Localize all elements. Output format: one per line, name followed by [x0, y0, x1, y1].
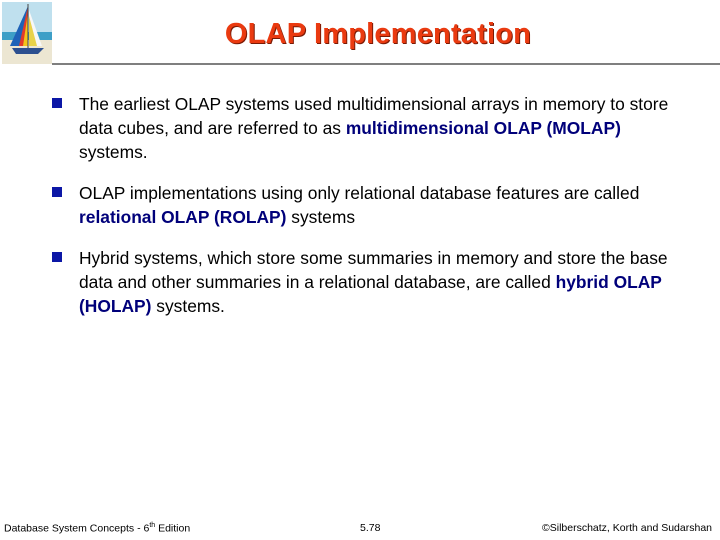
square-bullet-icon: [52, 252, 62, 262]
bullet-text-end: systems: [286, 207, 356, 227]
bullet-text: Hybrid systems, which store some summaries in memory and store the base data and other summaries in a relational database, are called: [79, 248, 668, 292]
footer-copyright: ©Silberschatz, Korth and Sudarshan: [542, 522, 712, 534]
bullet-text: OLAP implementations using only relational database features are called: [79, 183, 640, 203]
footer-book-title: [4, 522, 190, 535]
square-bullet-icon: [52, 187, 62, 197]
term-rolap: relational OLAP (ROLAP): [79, 207, 287, 227]
footer-page-number: 5.78: [360, 522, 381, 534]
footer-edition-superscript: th: [149, 522, 156, 529]
bullet-item-molap: [52, 92, 692, 164]
bullet-item-rolap: [52, 181, 692, 229]
bullet-text: The earliest OLAP systems used multidimensional arrays in memory to store data cubes, and are referred to as: [79, 94, 669, 138]
bullet-text-end: systems.: [151, 296, 225, 316]
term-holap: hybrid OLAP (HOLAP): [79, 272, 662, 316]
footer-book-prefix: Database System Concepts - 6: [4, 522, 150, 535]
slide-title: OLAP Implementation: [224, 18, 532, 50]
title-divider: [52, 63, 720, 65]
bullet-item-holap: [52, 246, 692, 318]
footer-book-suffix: Edition: [155, 522, 191, 535]
bullet-list: [52, 92, 692, 335]
bullet-text-end: systems.: [79, 142, 148, 162]
square-bullet-icon: [52, 98, 62, 108]
term-molap: multidimensional OLAP (MOLAP): [345, 118, 621, 138]
